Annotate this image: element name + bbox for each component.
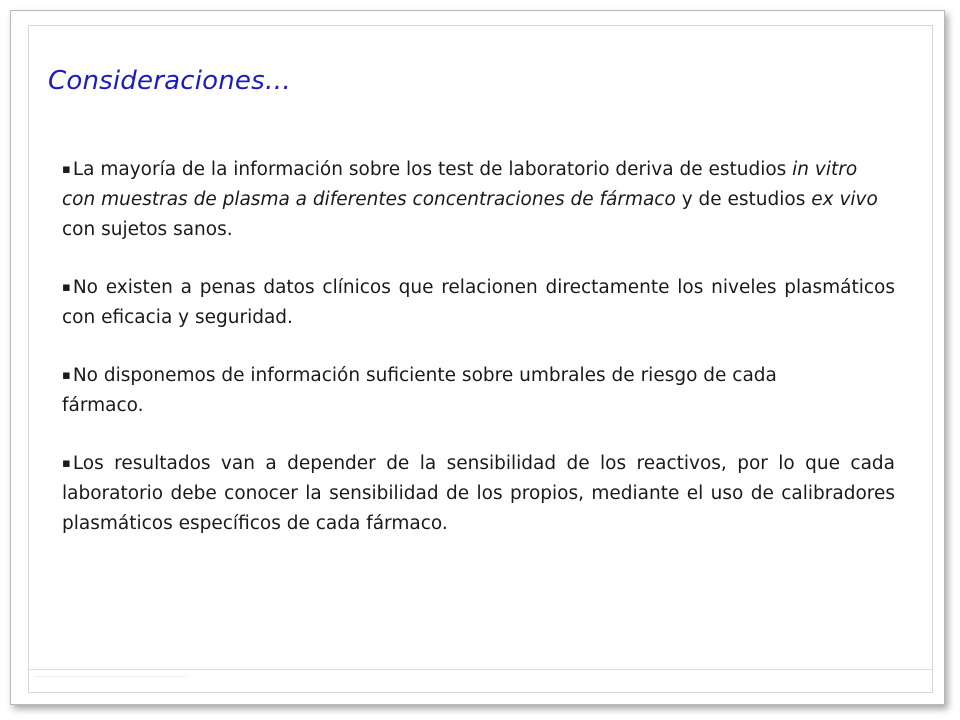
bullet-square-icon: ▪: [62, 456, 71, 471]
bullet-2-text: No existen a penas datos clínicos que relacionen directamente los niveles plasmáticos con eficacia y seguridad.: [62, 277, 895, 328]
bullet-point-2: [62, 273, 895, 333]
bullet-4-text: Los resultados van a depender de la sensibilidad de los reactivos, por lo que cada laboratorio debe conocer la sensibilidad de los propios, mediante el uso de calibradores plasmáticos específicos de cada fármaco.: [62, 453, 895, 534]
bullet-square-icon: ▪: [62, 368, 71, 383]
bullet-point-4: [62, 449, 895, 539]
slide-content: [62, 155, 895, 567]
bullet-1-text-italic-a: in vitro con muestras de plasma a diferentes concentraciones de fármaco: [62, 159, 858, 210]
bullet-square-icon: ▪: [62, 280, 71, 295]
bullet-1-text-a: La mayoría de la información sobre los test de laboratorio deriva de estudios: [72, 159, 793, 180]
bullet-point-3: [62, 361, 822, 421]
bullet-3-text: No disponemos de información suficiente sobre umbrales de riesgo de cada fármaco.: [62, 365, 777, 416]
bullet-1-text-c: con sujetos sanos.: [62, 219, 233, 240]
footer-decoration: [36, 676, 186, 687]
bullet-1-text-italic-b: ex vivo: [811, 189, 878, 210]
footer-divider: [28, 669, 933, 670]
bullet-1-text-b: y de estudios: [675, 189, 812, 210]
bullet-square-icon: ▪: [62, 162, 71, 177]
bullet-point-1: [62, 155, 895, 245]
slide-title: Consideraciones…: [48, 66, 292, 96]
